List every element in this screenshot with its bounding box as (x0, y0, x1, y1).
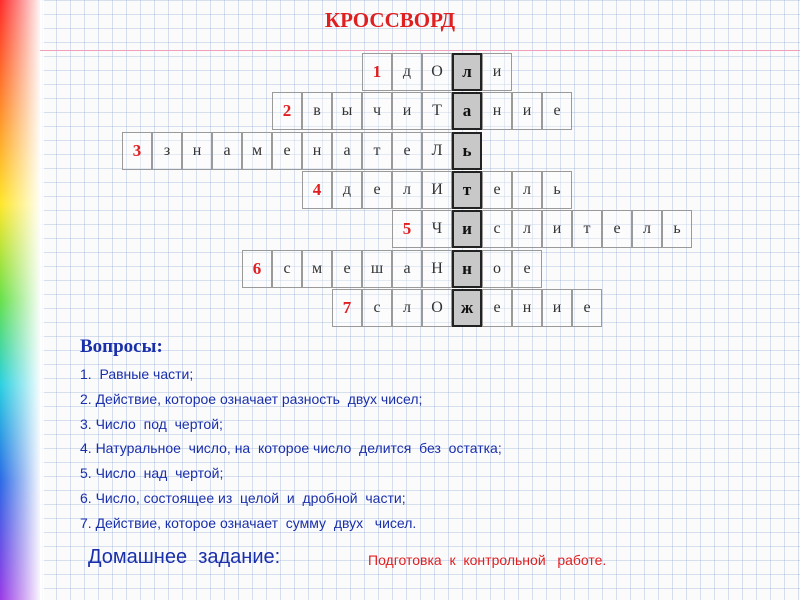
letter-cell: т (572, 210, 602, 248)
clue-number-1: 1 (362, 53, 392, 91)
letter-cell: ь (662, 210, 692, 248)
letter-cell: е (572, 289, 602, 327)
letter-cell: е (482, 289, 512, 327)
page-title: КРОССВОРД (324, 8, 456, 32)
clue-number-7: 7 (332, 289, 362, 327)
clue-number-2: 2 (272, 92, 302, 130)
clue-number-5: 5 (392, 210, 422, 248)
question-5: 5. Число над чертой; (80, 465, 224, 482)
letter-cell: л (632, 210, 662, 248)
letter-cell: с (482, 210, 512, 248)
question-1: 1. Равные части; (80, 366, 194, 382)
key-letter-cell: и (452, 210, 482, 248)
letter-cell: л (392, 289, 422, 327)
letter-cell: н (302, 132, 332, 170)
key-letter-cell: т (452, 171, 482, 209)
letter-cell: т (362, 132, 392, 170)
letter-cell: и (392, 92, 422, 130)
letter-cell: е (332, 250, 362, 288)
letter-cell: ь (542, 171, 572, 209)
key-letter-cell: ж (452, 289, 482, 327)
letter-cell: с (272, 250, 302, 288)
letter-cell: и (482, 53, 512, 91)
letter-cell: Ч (422, 210, 452, 248)
letter-cell: н (482, 92, 512, 130)
letter-cell: е (272, 132, 302, 170)
letter-cell: е (512, 250, 542, 288)
letter-cell: з (152, 132, 182, 170)
clue-number-4: 4 (302, 171, 332, 209)
letter-cell: м (302, 250, 332, 288)
letter-cell: л (512, 210, 542, 248)
rainbow-edge (40, 0, 44, 600)
question-4: 4. Натуральное число, на которое число делится без остатка; (80, 440, 502, 457)
letter-cell: ш (362, 250, 392, 288)
letter-cell: л (512, 171, 542, 209)
letter-cell: а (212, 132, 242, 170)
letter-cell: м (242, 132, 272, 170)
homework-label: Домашнее задание: (88, 546, 281, 568)
letter-cell: Н (422, 250, 452, 288)
letter-cell: а (392, 250, 422, 288)
question-3: 3. Число под чертой; (80, 415, 223, 432)
letter-cell: с (362, 289, 392, 327)
key-letter-cell: а (452, 92, 482, 130)
questions-title: Вопросы: (80, 336, 163, 357)
letter-cell: н (182, 132, 212, 170)
letter-cell: д (332, 171, 362, 209)
letter-cell: О (422, 289, 452, 327)
letter-cell: Л (422, 132, 452, 170)
homework-section (88, 546, 607, 569)
questions-section (80, 336, 720, 536)
clue-number-3: 3 (122, 132, 152, 170)
clue-number-6: 6 (242, 250, 272, 288)
letter-cell: н (512, 289, 542, 327)
letter-cell: в (302, 92, 332, 130)
letter-cell: ы (332, 92, 362, 130)
letter-cell: а (332, 132, 362, 170)
letter-cell: е (392, 132, 422, 170)
question-2: 2. Действие, которое означает разность двух чисел; (80, 390, 423, 407)
homework-text: Подготовка к контрольной работе. (368, 552, 607, 568)
letter-cell: и (542, 210, 572, 248)
letter-cell: е (362, 171, 392, 209)
letter-cell: е (482, 171, 512, 209)
letter-cell: ч (362, 92, 392, 130)
letter-cell: о (482, 250, 512, 288)
header-divider (40, 50, 800, 51)
key-letter-cell: ь (452, 132, 482, 170)
letter-cell: д (392, 53, 422, 91)
letter-cell: И (422, 171, 452, 209)
rainbow-decoration (0, 0, 40, 600)
letter-cell: Т (422, 92, 452, 130)
question-7: 7. Действие, которое означает сумму двух чисел. (80, 514, 417, 531)
key-letter-cell: н (452, 250, 482, 288)
letter-cell: и (542, 289, 572, 327)
letter-cell: и (512, 92, 542, 130)
key-letter-cell: л (452, 53, 482, 91)
letter-cell: О (422, 53, 452, 91)
question-6: 6. Число, состоящее из целой и дробной части; (80, 489, 406, 506)
letter-cell: е (542, 92, 572, 130)
letter-cell: е (602, 210, 632, 248)
letter-cell: л (392, 171, 422, 209)
